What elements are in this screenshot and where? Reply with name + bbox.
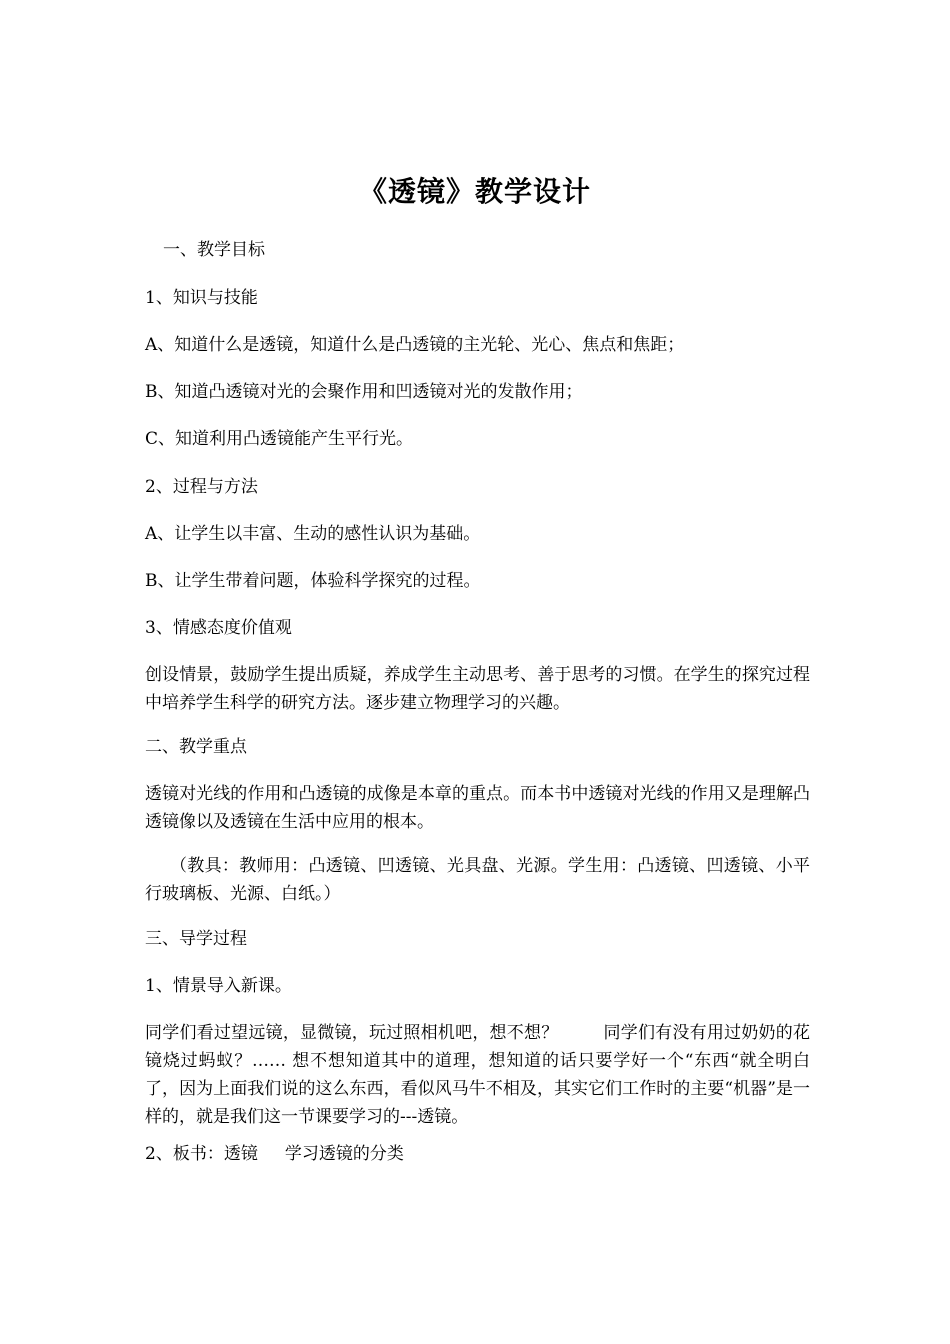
subheading-knowledge-skills: 1、知识与技能 xyxy=(145,288,258,308)
paragraph-teaching-tools: （教具：教师用：凸透镜、凹透镜、光具盘、光源。学生用：凸透镜、凹透镜、小平行玻璃板、光源、白纸。） xyxy=(145,856,810,904)
paragraph-intro: 同学们看过望远镜，显微镜，玩过照相机吧，想不想？ 同学们有没有用过奶奶的花镜烧过蚂蚁？…… 想不想知道其中的道理，想知道的话只要学好一个“东西“就全明白了，因为上面我们说的这么东西，看似风马牛不相及，其实它们工作时的主要“机器”是一样的，就是我们这一节课要学习的---透镜。 xyxy=(145,1023,810,1127)
step-heading-board: 2、板书：透镜 学习透镜的分类 xyxy=(145,1144,404,1164)
document-title: 《透镜》教学设计 xyxy=(358,175,591,208)
step-heading-intro: 1、情景导入新课。 xyxy=(145,976,292,996)
list-item: A、知道什么是透镜，知道什么是凸透镜的主光轮、光心、焦点和焦距； xyxy=(145,335,685,355)
section-heading-guided-process: 三、导学过程 xyxy=(145,929,247,949)
section-heading-key-points: 二、教学重点 xyxy=(145,737,247,757)
list-item: B、让学生带着问题，体验科学探究的过程。 xyxy=(145,571,481,591)
subheading-process-methods: 2、过程与方法 xyxy=(145,477,258,497)
paragraph-key-points: 透镜对光线的作用和凸透镜的成像是本章的重点。而本书中透镜对光线的作用又是理解凸透镜像以及透镜在生活中应用的根本。 xyxy=(145,784,810,832)
list-item: A、让学生以丰富、生动的感性认识为基础。 xyxy=(145,524,481,544)
section-heading-teaching-goals: 一、教学目标 xyxy=(163,240,265,260)
subheading-attitude-values: 3、情感态度价值观 xyxy=(145,618,292,638)
list-item: C、知道利用凸透镜能产生平行光。 xyxy=(145,429,414,449)
paragraph-attitude: 创设情景，鼓励学生提出质疑，养成学生主动思考、善于思考的习惯。在学生的探究过程中培养学生科学的研究方法。逐步建立物理学习的兴趣。 xyxy=(145,665,810,713)
list-item: B、知道凸透镜对光的会聚作用和凹透镜对光的发散作用； xyxy=(145,382,583,402)
